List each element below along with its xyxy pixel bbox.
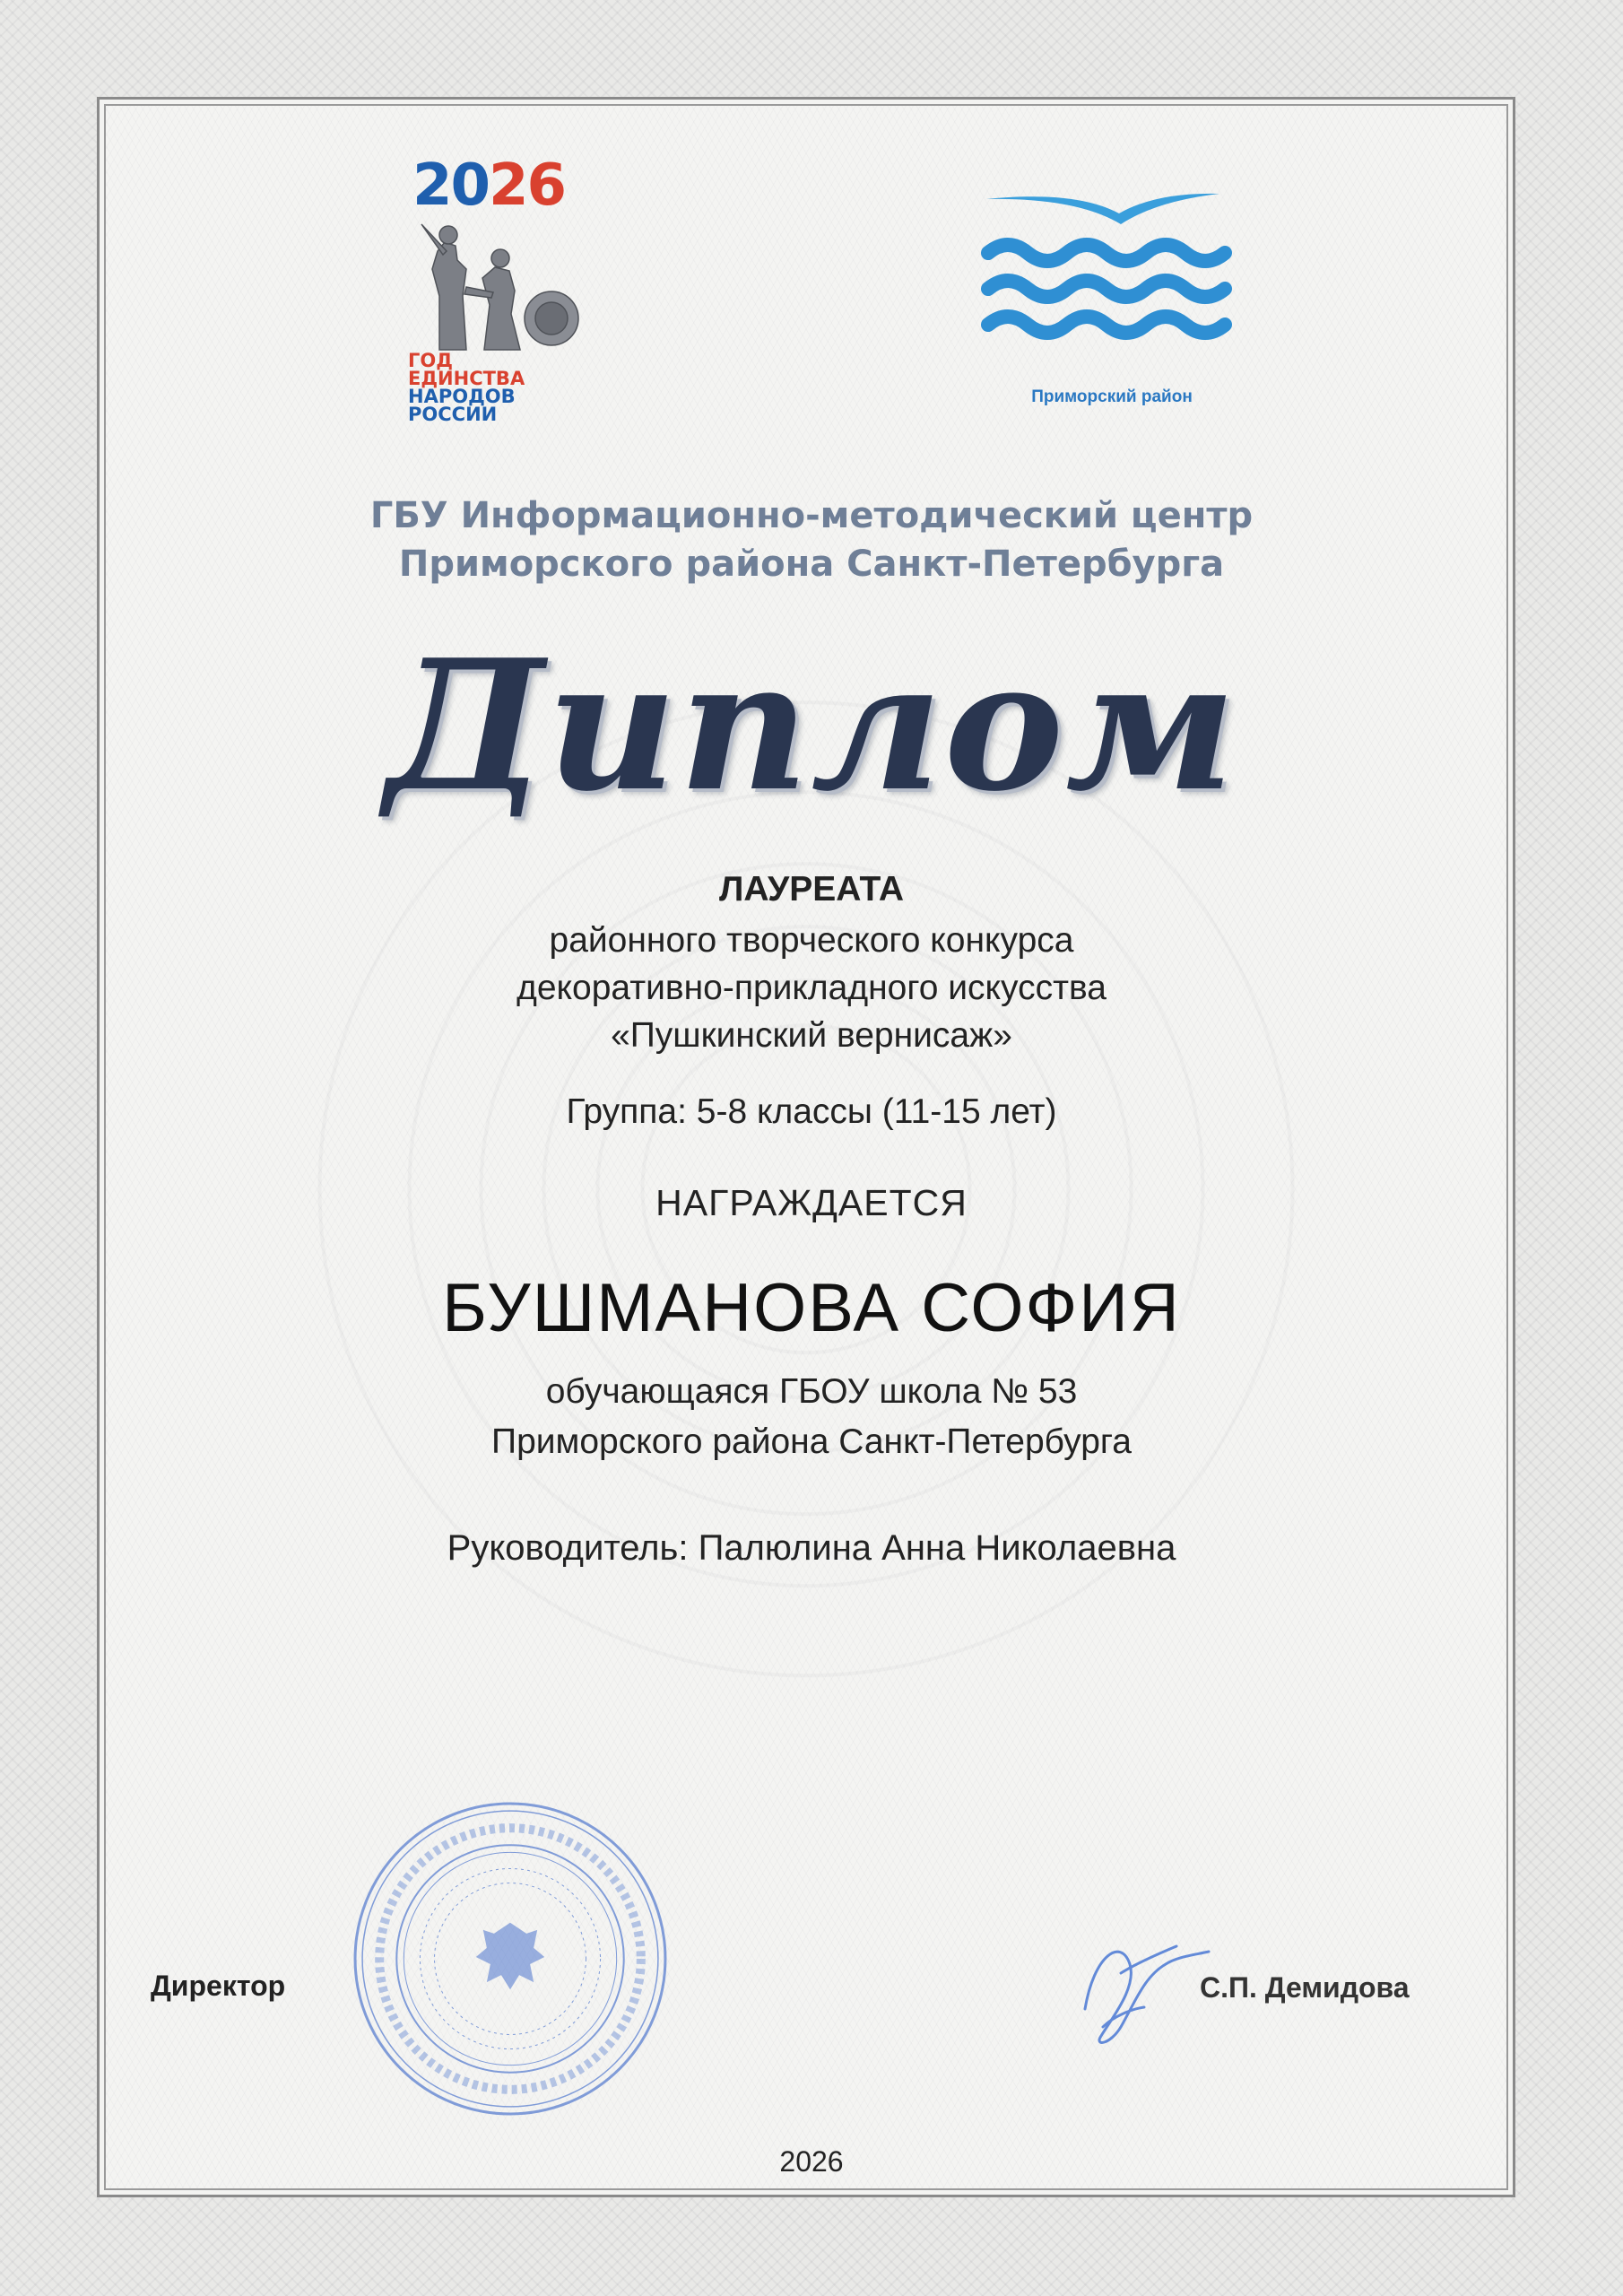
organization-line-1: ГБУ Информационно-методический центр xyxy=(369,495,1254,536)
director-name: С.П. Демидова xyxy=(1200,1971,1410,2004)
document-year: 2026 xyxy=(779,2145,844,2178)
district-logo-caption: Приморский район xyxy=(1031,387,1193,406)
contest-line-1: районного творческого конкурса xyxy=(549,921,1074,960)
organization-name xyxy=(0,491,1623,588)
logo-line-3: НАРОДОВ xyxy=(408,386,516,407)
award-heading: НАГРАЖДАЕТСЯ xyxy=(655,1182,968,1223)
contest-line-2: декоративно-прикладного искусства xyxy=(516,969,1107,1007)
document-title: Диплом xyxy=(385,621,1238,831)
contest-line-3: «Пушкинский вернисаж» xyxy=(611,1016,1012,1055)
school-line-2: Приморского района Санкт-Петербурга xyxy=(491,1422,1132,1461)
logo-year: 2026 xyxy=(412,152,566,219)
diploma-frame xyxy=(97,97,1515,2197)
logo-year-caption xyxy=(408,352,587,423)
official-stamp-icon xyxy=(348,1796,673,2121)
director-signature-icon xyxy=(1058,1901,1219,2063)
logo-line-1: ГОД xyxy=(408,350,453,371)
leader-name: Руководитель: Палюлина Анна Николаевна xyxy=(447,1528,1176,1568)
logo-line-4: РОССИИ xyxy=(408,404,498,425)
waves-seagull-icon xyxy=(968,188,1237,386)
logo-line-2: ЕДИНСТВА xyxy=(408,368,525,389)
director-label: Директор xyxy=(151,1970,286,2002)
monument-icon xyxy=(404,215,583,359)
school-info xyxy=(0,1367,1623,1467)
primorsky-district-logo xyxy=(968,188,1237,422)
organization-line-2: Приморского района Санкт-Петербурга xyxy=(398,544,1225,585)
laureate-heading: ЛАУРЕАТА xyxy=(718,870,905,909)
recipient-name: БУШМАНОВА СОФИЯ xyxy=(442,1270,1181,1346)
age-group: Группа: 5-8 классы (11-15 лет) xyxy=(566,1092,1057,1131)
year-of-unity-logo xyxy=(395,152,583,457)
contest-description xyxy=(0,917,1623,1059)
school-line-1: обучающаяся ГБОУ школа № 53 xyxy=(545,1372,1078,1411)
